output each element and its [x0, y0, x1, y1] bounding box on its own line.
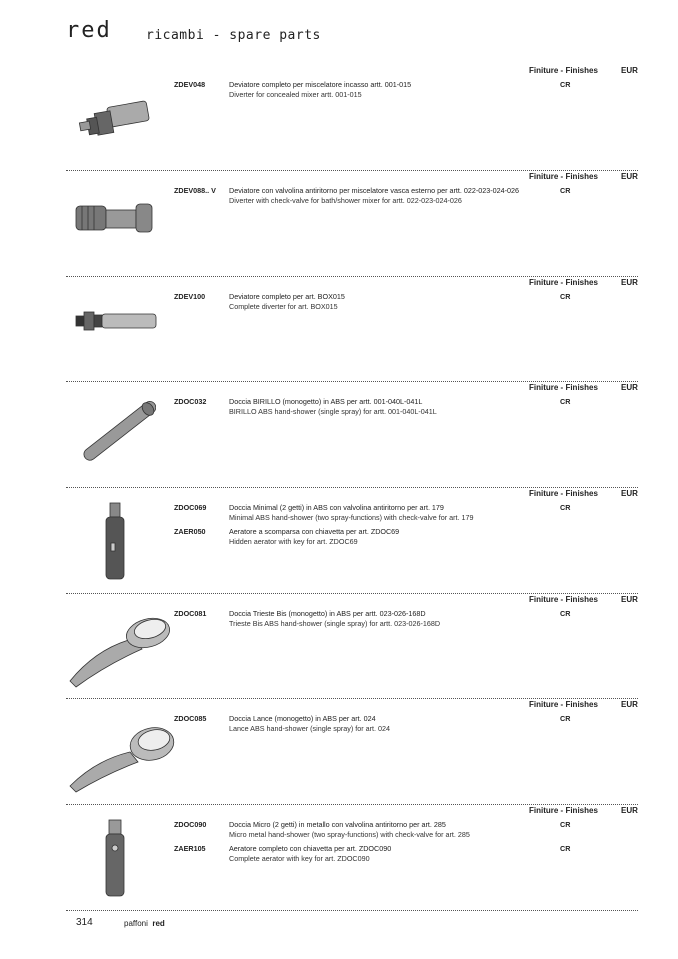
italian-description: Doccia Micro (2 getti) in metallo con valvolina antiritorno per art. 285 [229, 820, 446, 829]
lance-hand-shower-icon [66, 714, 176, 799]
finish-value: CR [560, 503, 571, 512]
eur-label: EUR [621, 700, 638, 709]
complete-diverter-icon [74, 306, 158, 341]
page-number: 314 [76, 917, 93, 928]
italian-description: Deviatore completo per miscelatore incasso artt. 001-015 [229, 80, 412, 89]
section-divider [66, 381, 638, 382]
finishes-label: Finiture - Finishes [529, 172, 598, 181]
finishes-label: Finiture - Finishes [529, 383, 598, 392]
spare-part-section [66, 278, 638, 383]
spare-part-section [66, 700, 638, 805]
english-description: Hidden aerator with key for art. ZDOC69 [229, 536, 358, 546]
english-description: Complete diverter for art. BOX015 [229, 301, 338, 311]
italian-description: Deviatore con valvolina antiritorno per miscelatore vasca esterno per artt. 022-023-024-026 [229, 186, 520, 195]
italian-description: Aeratore completo con chiavetta per art. ZDOC090 [229, 844, 392, 853]
micro-hand-shower-icon [96, 818, 136, 903]
english-description: Trieste Bis ABS hand-shower (single spray) for artt. 023-026-168D [229, 618, 441, 628]
eur-label: EUR [621, 66, 638, 75]
part-code: ZDEV088.. V [174, 186, 216, 195]
footer-brand [124, 919, 165, 928]
finishes-header [529, 172, 638, 181]
part-code: ZDOC069 [174, 503, 207, 512]
finishes-header [529, 383, 638, 392]
part-code: ZDEV048 [174, 80, 206, 89]
spare-part-section [66, 595, 638, 700]
part-code: ZAER105 [174, 844, 206, 853]
spare-part-section [66, 66, 638, 171]
italian-description: Aeratore a scomparsa con chiavetta per art. ZDOC69 [229, 527, 400, 536]
finish-value: CR [560, 609, 571, 618]
part-code: ZDOC032 [174, 397, 207, 406]
eur-label: EUR [621, 595, 638, 604]
diverter-with-check-valve-icon [74, 194, 154, 249]
finish-value: CR [560, 292, 571, 301]
finishes-header [529, 806, 638, 815]
part-code: ZAER050 [174, 527, 206, 536]
footer-brand-prefix: paffoni [124, 919, 148, 928]
finishes-header [529, 595, 638, 604]
part-code: ZDOC081 [174, 609, 207, 618]
eur-label: EUR [621, 806, 638, 815]
finishes-label: Finiture - Finishes [529, 595, 598, 604]
spare-part-section [66, 172, 638, 277]
finishes-label: Finiture - Finishes [529, 700, 598, 709]
finishes-header [529, 700, 638, 709]
finishes-label: Finiture - Finishes [529, 489, 598, 498]
finish-value: CR [560, 186, 571, 195]
footer-brand-name: red [152, 919, 165, 928]
english-description: Minimal ABS hand-shower (two spray-functions) with check-valve for art. 179 [229, 512, 474, 522]
eur-label: EUR [621, 172, 638, 181]
finish-value: CR [560, 844, 571, 853]
finishes-header [529, 278, 638, 287]
eur-label: EUR [621, 383, 638, 392]
spare-part-section [66, 383, 638, 488]
italian-description: Doccia Trieste Bis (monogetto) in ABS per artt. 023-026-168D [229, 609, 426, 618]
finish-value: CR [560, 80, 571, 89]
section-divider [66, 487, 638, 488]
english-description: Lance ABS hand-shower (single spray) for art. 024 [229, 723, 391, 733]
brand-title: red [66, 18, 112, 43]
part-code: ZDOC085 [174, 714, 207, 723]
finish-value: CR [560, 820, 571, 829]
italian-description: Doccia Lance (monogetto) in ABS per art. 024 [229, 714, 376, 723]
section-divider [66, 170, 638, 171]
section-divider [66, 276, 638, 277]
spare-part-section [66, 806, 638, 911]
minimal-hand-shower-icon [96, 501, 136, 586]
finishes-label: Finiture - Finishes [529, 278, 598, 287]
italian-description: Doccia Minimal (2 getti) in ABS con valvolina antiritorno per art. 179 [229, 503, 444, 512]
section-divider [66, 698, 638, 699]
eur-label: EUR [621, 278, 638, 287]
finishes-header [529, 66, 638, 75]
eur-label: EUR [621, 489, 638, 498]
birillo-hand-shower-icon [72, 397, 156, 478]
section-divider [66, 593, 638, 594]
english-description: BIRILLO ABS hand-shower (single spray) for artt. 001-040L-041L [229, 406, 437, 416]
section-divider [66, 910, 638, 911]
finish-value: CR [560, 714, 571, 723]
part-code: ZDEV100 [174, 292, 206, 301]
italian-description: Doccia BIRILLO (monogetto) in ABS per artt. 001-040L-041L [229, 397, 423, 406]
finishes-header [529, 489, 638, 498]
spare-part-section [66, 489, 638, 594]
english-description: Micro metal hand-shower (two spray-functions) with check-valve for art. 285 [229, 829, 470, 839]
english-description: Diverter with check-valve for bath/shower mixer for artt. 022-023-024-026 [229, 195, 462, 205]
part-code: ZDOC090 [174, 820, 207, 829]
english-description: Diverter for concealed mixer artt. 001-015 [229, 89, 362, 99]
italian-description: Deviatore completo per art. BOX015 [229, 292, 345, 301]
finish-value: CR [560, 397, 571, 406]
english-description: Complete aerator with key for art. ZDOC090 [229, 853, 370, 863]
diverter-cartridge-icon [74, 88, 154, 163]
finishes-label: Finiture - Finishes [529, 66, 598, 75]
trieste-hand-shower-icon [66, 609, 176, 694]
page-subtitle: ricambi - spare parts [146, 28, 321, 43]
section-divider [66, 804, 638, 805]
finishes-label: Finiture - Finishes [529, 806, 598, 815]
